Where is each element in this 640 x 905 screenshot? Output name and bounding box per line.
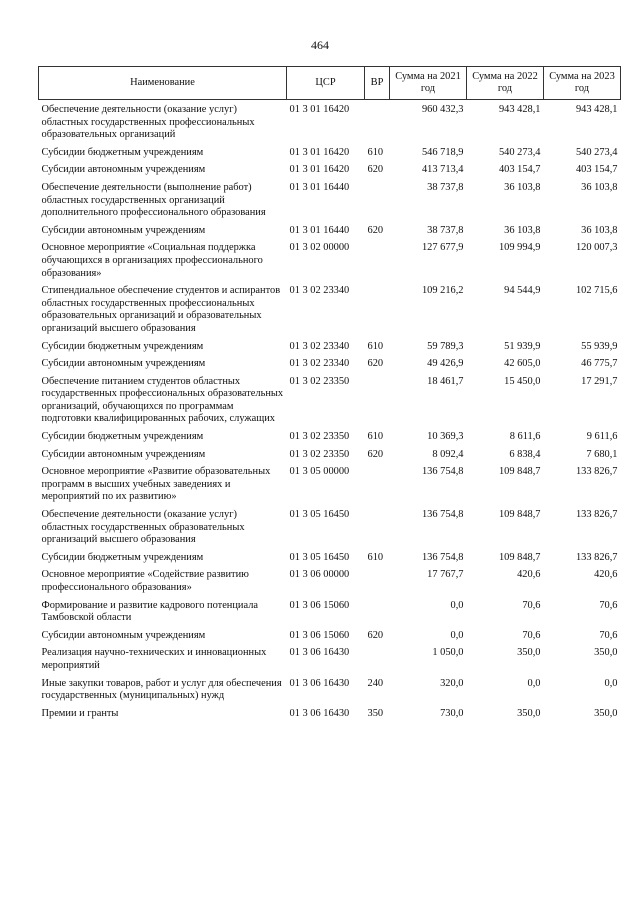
- cell-csr: 01 3 05 00000: [289, 466, 350, 478]
- cell-vr: [365, 242, 390, 285]
- cell-csr: 01 3 06 15060: [289, 629, 350, 641]
- table-row: [39, 466, 621, 509]
- header-sum-2023: Сумма на 2023 год: [544, 67, 621, 100]
- table-row: [39, 376, 621, 431]
- cell-vr: 610: [367, 431, 384, 443]
- cell-vr: [365, 569, 390, 599]
- cell-sum-2022: 70,6: [522, 599, 541, 611]
- cell-sum-2023: 55 939,9: [581, 340, 618, 352]
- cell-sum-2022: 420,6: [517, 569, 541, 581]
- cell-name: Субсидии бюджетным учреждениям: [41, 146, 204, 158]
- cell-sum-2022: 15 450,0: [504, 375, 541, 387]
- table-row: [39, 147, 621, 165]
- cell-csr: 01 3 02 23340: [289, 285, 350, 297]
- cell-csr: 01 3 05 16450: [289, 551, 350, 563]
- cell-vr: 610: [367, 340, 384, 352]
- cell-name: Стипендиальное обеспечение студентов и аспирантов областных государственных профессиональных образовательных организаций и образовательных организаций высшего образования: [41, 285, 281, 334]
- cell-vr: [365, 182, 390, 225]
- table-header-row: [39, 67, 621, 100]
- cell-name: Субсидии бюджетным учреждениям: [41, 551, 204, 563]
- cell-name: Обеспечение деятельности (выполнение работ) областных государственных организаций дополнительного профессионального образования: [41, 181, 266, 219]
- cell-sum-2023: 36 103,8: [581, 181, 618, 193]
- cell-name: Субсидии автономным учреждениям: [41, 448, 206, 460]
- cell-csr: 01 3 06 16430: [289, 677, 350, 689]
- cell-sum-2023: 0,0: [604, 677, 618, 689]
- cell-vr: 620: [367, 448, 384, 460]
- cell-sum-2022: 36 103,8: [504, 224, 541, 236]
- cell-sum-2022: 36 103,8: [504, 181, 541, 193]
- cell-sum-2021: 1 050,0: [432, 647, 464, 659]
- cell-sum-2021: 320,0: [440, 677, 464, 689]
- cell-name: Реализация научно-технических и инновационных мероприятий: [41, 647, 267, 671]
- cell-sum-2022: 109 994,9: [498, 242, 541, 254]
- cell-sum-2021: 38 737,8: [427, 224, 464, 236]
- cell-vr: 620: [367, 224, 384, 236]
- cell-name: Субсидии бюджетным учреждениям: [41, 431, 204, 443]
- cell-name: Обеспечение деятельности (оказание услуг) областных государственных образовательных организаций высшего образования: [41, 509, 245, 546]
- cell-sum-2022: 943 428,1: [498, 104, 541, 115]
- cell-vr: 240: [367, 677, 384, 689]
- budget-table: [38, 66, 621, 725]
- cell-sum-2021: 0,0: [450, 629, 464, 641]
- cell-vr: [365, 647, 390, 677]
- header-csr: ЦСР: [287, 67, 365, 100]
- cell-sum-2021: 49 426,9: [427, 358, 464, 370]
- cell-sum-2021: 109 216,2: [421, 285, 464, 297]
- cell-name: Субсидии автономным учреждениям: [41, 629, 206, 641]
- cell-csr: 01 3 02 23340: [289, 358, 350, 370]
- table-row: [39, 600, 621, 630]
- cell-sum-2023: 420,6: [594, 569, 618, 581]
- table-row: [39, 242, 621, 285]
- table-row: [39, 630, 621, 648]
- cell-name: Субсидии автономным учреждениям: [41, 358, 206, 370]
- cell-csr: 01 3 02 23350: [289, 375, 350, 387]
- table-row: [39, 358, 621, 376]
- cell-sum-2021: 413 713,4: [421, 164, 464, 176]
- cell-sum-2021: 136 754,8: [421, 466, 464, 478]
- cell-sum-2022: 94 544,9: [504, 285, 541, 297]
- cell-sum-2022: 350,0: [517, 647, 541, 659]
- table-row: [39, 509, 621, 552]
- cell-vr: [365, 509, 390, 552]
- cell-vr: 350: [367, 707, 384, 719]
- table-row: [39, 182, 621, 225]
- table-row: [39, 678, 621, 708]
- cell-name: Субсидии бюджетным учреждениям: [41, 340, 204, 352]
- cell-sum-2022: 6 838,4: [509, 448, 541, 460]
- cell-sum-2021: 136 754,8: [421, 509, 464, 521]
- cell-sum-2023: 120 007,3: [575, 242, 618, 254]
- cell-sum-2022: 70,6: [522, 629, 541, 641]
- cell-sum-2022: 51 939,9: [504, 340, 541, 352]
- cell-csr: 01 3 01 16420: [289, 164, 350, 176]
- cell-sum-2022: 403 154,7: [498, 164, 541, 176]
- cell-sum-2022: 109 848,7: [498, 509, 541, 521]
- cell-sum-2023: 70,6: [599, 629, 618, 641]
- table-row: [39, 164, 621, 182]
- cell-name: Основное мероприятие «Социальная поддержка обучающихся в организациях профессионального образования»: [41, 242, 263, 279]
- table-row: [39, 647, 621, 677]
- table-row: [39, 225, 621, 243]
- cell-name: Основное мероприятие «Содействие развитию профессионального образования»: [41, 569, 249, 593]
- cell-sum-2021: 18 461,7: [427, 375, 464, 387]
- cell-csr: 01 3 02 23340: [289, 340, 350, 352]
- cell-sum-2021: 8 092,4: [432, 448, 464, 460]
- table-row: [39, 569, 621, 599]
- cell-vr: [365, 466, 390, 509]
- cell-sum-2021: 38 737,8: [427, 181, 464, 193]
- cell-sum-2023: 70,6: [599, 599, 618, 611]
- cell-sum-2021: 136 754,8: [421, 551, 464, 563]
- cell-name: Премии и гранты: [41, 707, 119, 719]
- cell-csr: 01 3 06 15060: [289, 599, 350, 611]
- cell-csr: 01 3 02 00000: [289, 242, 350, 254]
- cell-vr: [365, 376, 390, 431]
- cell-csr: 01 3 01 16420: [289, 104, 350, 115]
- table-row: [39, 449, 621, 467]
- table-row: [39, 285, 621, 340]
- cell-sum-2021: 546 718,9: [421, 146, 464, 158]
- page-number: 464: [311, 38, 329, 52]
- cell-sum-2023: 133 826,7: [575, 551, 618, 563]
- cell-sum-2023: 350,0: [594, 707, 618, 719]
- cell-name: Иные закупки товаров, работ и услуг для обеспечения государственных (муниципальных) нужд: [41, 677, 282, 702]
- cell-csr: 01 3 01 16440: [289, 181, 350, 193]
- cell-name: Основное мероприятие «Развитие образовательных программ в высших учебных заведениях и мероприятий по их развитию»: [41, 466, 271, 503]
- cell-name: Субсидии автономным учреждениям: [41, 164, 206, 176]
- cell-vr: 620: [367, 629, 384, 641]
- cell-sum-2023: 7 680,1: [586, 448, 618, 460]
- table-row: [39, 431, 621, 449]
- cell-sum-2023: 9 611,6: [586, 431, 618, 443]
- cell-csr: 01 3 05 16450: [289, 509, 350, 521]
- cell-sum-2023: 350,0: [594, 647, 618, 659]
- cell-sum-2021: 730,0: [440, 707, 464, 719]
- cell-name: Формирование и развитие кадрового потенциала Тамбовской области: [41, 599, 258, 624]
- cell-sum-2023: 17 291,7: [581, 375, 618, 387]
- table-row: [39, 341, 621, 359]
- cell-sum-2021: 127 677,9: [421, 242, 464, 254]
- table-row: [39, 552, 621, 570]
- cell-sum-2021: 960 432,3: [421, 104, 464, 115]
- table-body: [39, 100, 621, 726]
- cell-sum-2022: 109 848,7: [498, 466, 541, 478]
- cell-vr: 620: [367, 164, 384, 176]
- cell-name: Обеспечение питанием студентов областных государственных профессиональных образовательных организаций, обучающихся по программам подготовки квалифицированных рабочих, служащих: [41, 375, 284, 425]
- cell-sum-2023: 540 273,4: [575, 146, 618, 158]
- cell-sum-2022: 42 605,0: [504, 358, 541, 370]
- cell-sum-2022: 540 273,4: [498, 146, 541, 158]
- cell-sum-2023: 46 775,7: [581, 358, 618, 370]
- cell-sum-2021: 10 369,3: [427, 431, 464, 443]
- cell-sum-2023: 133 826,7: [575, 509, 618, 521]
- cell-csr: 01 3 02 23350: [289, 431, 350, 443]
- cell-sum-2023: 36 103,8: [581, 224, 618, 236]
- cell-vr: 610: [367, 146, 384, 158]
- cell-sum-2023: 403 154,7: [575, 164, 618, 176]
- cell-csr: 01 3 01 16420: [289, 146, 350, 158]
- cell-sum-2022: 109 848,7: [498, 551, 541, 563]
- cell-csr: 01 3 01 16440: [289, 224, 350, 236]
- cell-sum-2021: 59 789,3: [427, 340, 464, 352]
- table-row: [39, 708, 621, 726]
- cell-vr: [365, 600, 390, 630]
- cell-sum-2023: 133 826,7: [575, 466, 618, 478]
- header-name: Наименование: [39, 67, 287, 100]
- cell-csr: 01 3 06 16430: [289, 707, 350, 719]
- header-sum-2021: Сумма на 2021 год: [390, 67, 467, 100]
- cell-csr: 01 3 02 23350: [289, 448, 350, 460]
- cell-sum-2023: 102 715,6: [575, 285, 618, 297]
- cell-sum-2021: 17 767,7: [427, 569, 464, 581]
- cell-sum-2023: 943 428,1: [575, 104, 618, 115]
- cell-vr: 610: [367, 551, 384, 563]
- cell-sum-2022: 0,0: [527, 677, 541, 689]
- cell-csr: 01 3 06 16430: [289, 647, 350, 659]
- cell-csr: 01 3 06 00000: [289, 569, 350, 581]
- cell-sum-2021: 0,0: [450, 599, 464, 611]
- cell-name: Субсидии автономным учреждениям: [41, 224, 206, 236]
- cell-sum-2022: 8 611,6: [509, 431, 541, 443]
- header-vr: ВР: [365, 67, 390, 100]
- cell-vr: [365, 100, 390, 147]
- cell-vr: [365, 285, 390, 340]
- cell-vr: 620: [367, 358, 384, 370]
- cell-sum-2022: 350,0: [517, 707, 541, 719]
- header-sum-2022: Сумма на 2022 год: [467, 67, 544, 100]
- cell-name: Обеспечение деятельности (оказание услуг) областных государственных профессиональных образовательных организаций: [41, 104, 255, 141]
- table-row: [39, 100, 621, 147]
